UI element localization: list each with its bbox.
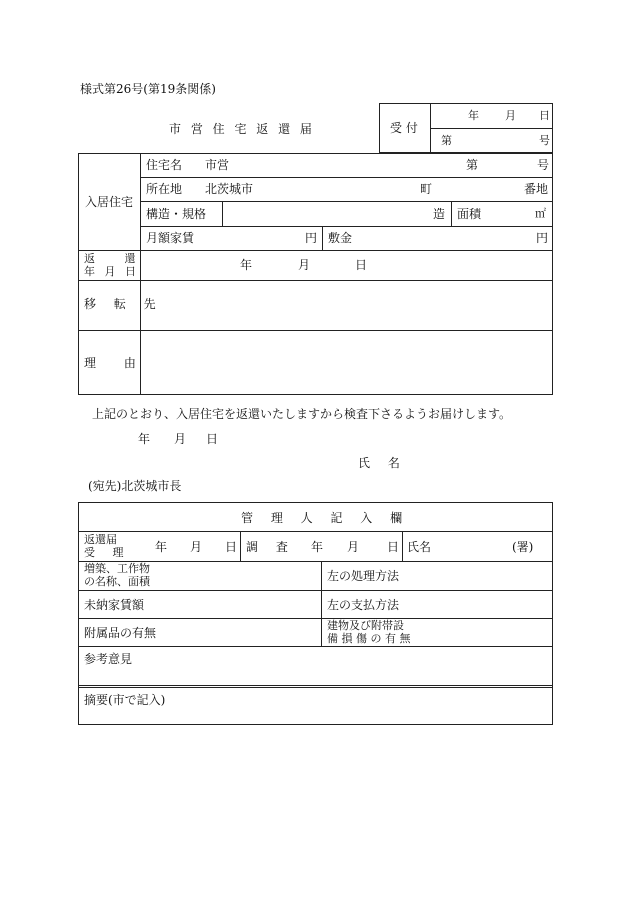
- seal-mark: (署): [512, 540, 534, 554]
- location-label: 所在地: [146, 182, 183, 196]
- unpaid-rent-label: 未納家賃額: [84, 598, 145, 612]
- rent-label: 月額家賃: [146, 231, 195, 245]
- extension-label-1: 増築、工作物: [84, 562, 150, 575]
- housing-name-value: 市営: [205, 158, 230, 172]
- location-value: 北茨城市: [205, 182, 254, 196]
- manager-title: 管 理 人 記 入 欄: [241, 511, 410, 525]
- accessories-label: 附属品の有無: [84, 626, 157, 640]
- return-month: 月: [298, 258, 311, 272]
- receipt-accepted-month: 月: [190, 540, 203, 554]
- receipt-accepted-year: 年: [155, 540, 168, 554]
- receipt-accepted-day: 日: [225, 540, 238, 554]
- structure-zou: 造: [433, 207, 446, 221]
- area-unit: ㎡: [535, 207, 546, 220]
- receipt-day: 日: [539, 109, 550, 122]
- inspection-label: 調 査: [246, 540, 295, 554]
- receipt-month: 月: [505, 109, 516, 122]
- area-label: 面積: [457, 207, 482, 221]
- receipt-gou: 号: [539, 134, 550, 147]
- inspection-day: 日: [387, 540, 400, 554]
- declaration-text: 上記のとおり、入居住宅を返還いたしますから検査下さるようお届けします。: [92, 407, 512, 421]
- declaration-year: 年: [138, 432, 151, 446]
- reason-label: 理 由: [84, 356, 136, 370]
- form-title: 市 営 住 宅 返 還 届: [169, 122, 315, 136]
- payment-method-label: 左の支払方法: [327, 598, 400, 612]
- inspection-month: 月: [347, 540, 360, 554]
- location-banchi: 番地: [524, 182, 549, 196]
- return-date-label-1: 返 還: [84, 252, 149, 265]
- receipt-dai: 第: [441, 134, 452, 147]
- declaration-month: 月: [174, 432, 187, 446]
- return-year: 年: [240, 258, 253, 272]
- receipt-accepted-2: 受 理: [84, 546, 131, 559]
- receipt-accepted-1: 返還届: [84, 533, 117, 546]
- manager-name-label: 氏名: [407, 540, 432, 554]
- housing-section-label: 入居住宅: [85, 195, 134, 209]
- damage-label-2: 備 損 傷 の 有 無: [327, 632, 411, 645]
- damage-label-1: 建物及び附帯設: [327, 619, 404, 632]
- receipt-year: 年: [468, 109, 479, 122]
- inspection-year: 年: [311, 540, 324, 554]
- deposit-yen: 円: [536, 231, 549, 245]
- summary-label: 摘要(市で記入): [84, 693, 166, 707]
- housing-name-label: 住宅名: [146, 158, 183, 172]
- extension-label-2: の名称、面積: [84, 575, 150, 588]
- rent-yen: 円: [305, 231, 318, 245]
- deposit-label: 敷金: [328, 231, 353, 245]
- housing-gou: 号: [537, 158, 550, 172]
- relocation-label: 移 転 先: [84, 297, 163, 311]
- declaration-day: 日: [206, 432, 219, 446]
- reference-opinion-label: 参考意見: [84, 652, 133, 666]
- location-town: 町: [420, 182, 433, 196]
- addressee: (宛先)北茨城市長: [88, 479, 182, 493]
- receipt-label: 受 付: [390, 121, 418, 135]
- housing-dai: 第: [466, 158, 479, 172]
- form-number: 様式第26号(第19条関係): [80, 82, 216, 96]
- return-day: 日: [355, 258, 368, 272]
- declarant-name-label: 氏 名: [358, 456, 407, 470]
- manager-table: [78, 502, 553, 725]
- disposal-method-label: 左の処理方法: [327, 569, 400, 583]
- structure-label: 構造・規格: [146, 207, 207, 221]
- return-date-label-2: 年 月 日: [84, 265, 139, 278]
